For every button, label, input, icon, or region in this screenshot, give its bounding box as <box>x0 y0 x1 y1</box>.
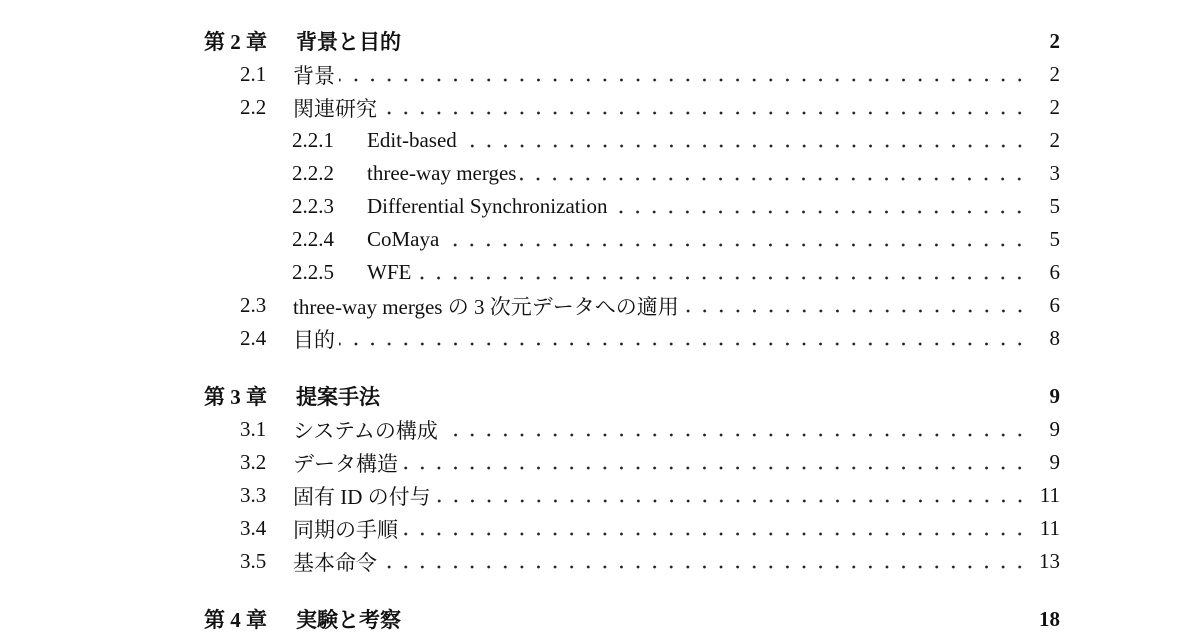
section-page-number: 6 <box>1049 293 1060 317</box>
dot-leader <box>415 267 1028 288</box>
section-number: 2.2 <box>240 95 267 119</box>
section-title: システムの構成 <box>293 418 438 443</box>
subsection-page-number: 3 <box>1049 161 1060 185</box>
subsection-entry[interactable] <box>204 124 1060 157</box>
section-number: 3.4 <box>240 516 267 540</box>
chapter-number: 第 2 章 <box>204 30 267 54</box>
section-page-number: 11 <box>1039 516 1060 540</box>
chapter-page-number: 9 <box>1049 383 1060 408</box>
section-title: 目的 <box>293 327 335 352</box>
section-entry[interactable] <box>204 479 1060 512</box>
subsection-page-number: 5 <box>1049 227 1060 251</box>
section-title: 同期の手順 <box>293 517 398 542</box>
subsection-number: 2.2.4 <box>292 227 334 251</box>
section-entry[interactable] <box>204 446 1060 479</box>
section-number: 2.3 <box>240 293 267 317</box>
section-number: 3.5 <box>240 549 267 573</box>
section-number: 2.1 <box>240 62 267 86</box>
dot-leader <box>339 333 1028 354</box>
chapter-entry[interactable] <box>204 379 1060 413</box>
dot-leader <box>402 523 1028 544</box>
subsection-number: 2.2.5 <box>292 260 334 284</box>
section-number: 3.1 <box>240 417 267 441</box>
section-number: 3.2 <box>240 450 267 474</box>
subsection-number: 2.2.2 <box>292 161 334 185</box>
subsection-title: CoMaya <box>367 227 440 251</box>
subsection-entry[interactable] <box>204 223 1060 256</box>
subsection-title: Differential Synchronization <box>367 194 608 218</box>
section-entry[interactable] <box>204 289 1060 322</box>
section-entry[interactable] <box>204 512 1060 545</box>
section-title: 関連研究 <box>293 96 377 121</box>
section-title: 固有 ID の付与 <box>293 484 431 509</box>
section-entry[interactable] <box>204 91 1060 124</box>
chapter-title: 提案手法 <box>296 385 380 409</box>
subsection-number: 2.2.1 <box>292 128 334 152</box>
dot-leader <box>339 69 1028 90</box>
dot-leader <box>442 424 1028 445</box>
subsection-entry[interactable] <box>204 157 1060 190</box>
chapter-entry[interactable] <box>204 24 1060 58</box>
chapter-title: 背景と目的 <box>296 30 401 54</box>
chapter-number: 第 3 章 <box>204 385 267 409</box>
section-page-number: 11 <box>1039 483 1060 507</box>
dot-leader <box>683 300 1028 321</box>
section-number: 3.3 <box>240 483 267 507</box>
section-title: three-way merges の 3 次元データへの適用 <box>293 294 679 319</box>
section-number: 2.4 <box>240 326 267 350</box>
subsection-entry[interactable] <box>204 190 1060 223</box>
section-title: データ構造 <box>293 451 398 476</box>
section-entry[interactable] <box>204 413 1060 446</box>
subsection-title: Edit-based <box>367 128 457 152</box>
section-title: 背景 <box>293 63 335 88</box>
dot-leader <box>443 234 1028 255</box>
subsection-title: three-way merges <box>367 161 517 185</box>
dot-leader <box>402 457 1028 478</box>
subsection-entry[interactable] <box>204 256 1060 289</box>
section-page-number: 2 <box>1049 62 1060 86</box>
table-of-contents <box>204 24 1060 636</box>
subsection-page-number: 2 <box>1049 128 1060 152</box>
subsection-title: WFE <box>367 260 412 284</box>
section-entry[interactable] <box>204 58 1060 91</box>
section-entry[interactable] <box>204 545 1060 578</box>
subsection-number: 2.2.3 <box>292 194 334 218</box>
section-entry[interactable] <box>204 322 1060 355</box>
chapter-title: 実験と考察 <box>296 608 401 632</box>
section-page-number: 9 <box>1049 450 1060 474</box>
section-title: 基本命令 <box>293 550 377 575</box>
dot-leader <box>611 201 1028 222</box>
chapter-page-number: 18 <box>1039 606 1060 631</box>
chapter-entry[interactable] <box>204 602 1060 636</box>
dot-leader <box>381 556 1028 577</box>
section-page-number: 2 <box>1049 95 1060 119</box>
dot-leader <box>520 168 1028 189</box>
subsection-page-number: 6 <box>1049 260 1060 284</box>
dot-leader <box>381 102 1028 123</box>
dot-leader <box>435 490 1028 511</box>
subsection-page-number: 5 <box>1049 194 1060 218</box>
chapter-number: 第 4 章 <box>204 608 267 632</box>
chapter-page-number: 2 <box>1049 28 1060 53</box>
section-page-number: 8 <box>1049 326 1060 350</box>
section-page-number: 13 <box>1039 549 1060 573</box>
section-page-number: 9 <box>1049 417 1060 441</box>
dot-leader <box>461 135 1028 156</box>
